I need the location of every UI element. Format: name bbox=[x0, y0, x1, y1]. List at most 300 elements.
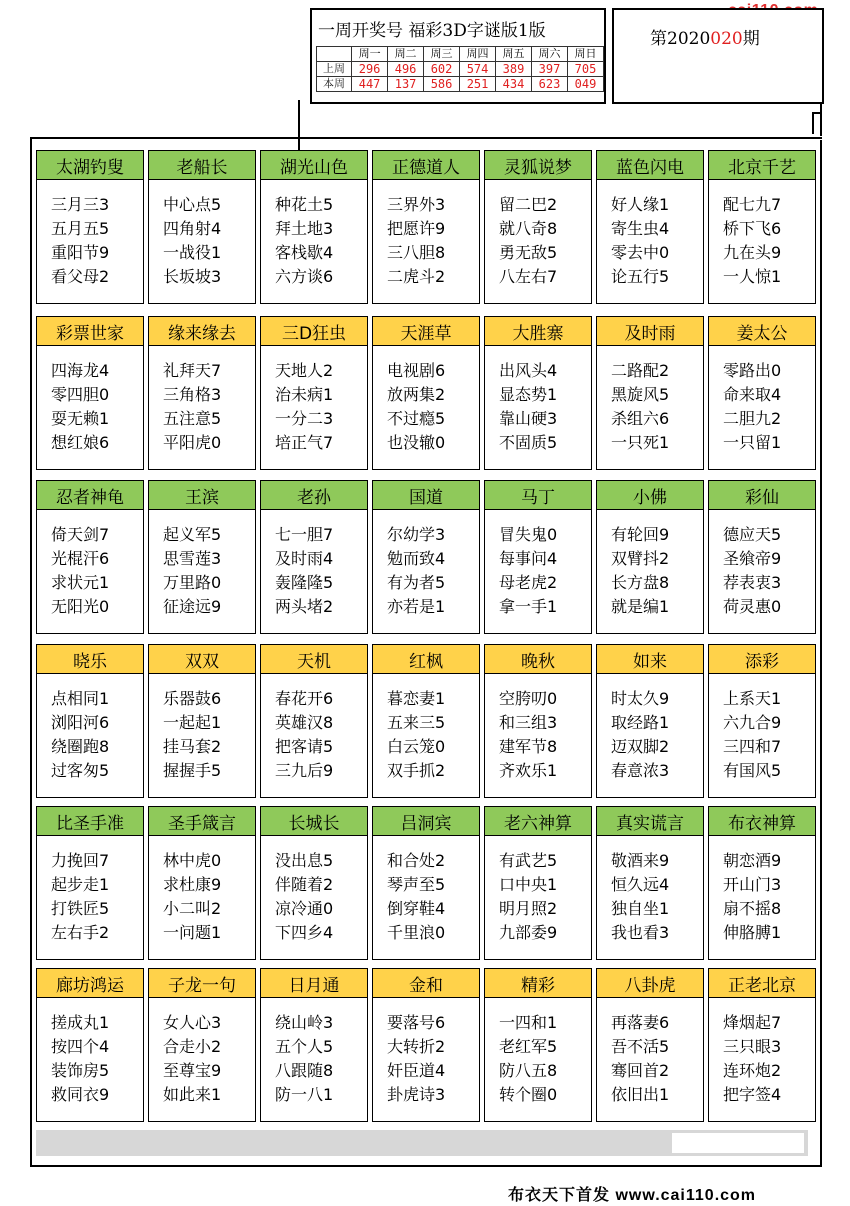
riddle-card bbox=[260, 644, 368, 798]
day-header: 周五 bbox=[496, 47, 532, 62]
riddle-line: 装饰房5 bbox=[51, 1061, 110, 1080]
riddle-line: 耍无赖1 bbox=[51, 409, 110, 428]
riddle-card bbox=[148, 806, 256, 960]
riddle-line: 一只留1 bbox=[723, 433, 782, 452]
riddle-line: 时太久9 bbox=[611, 689, 670, 708]
draw-results-table bbox=[316, 46, 604, 92]
riddle-card bbox=[596, 644, 704, 798]
riddle-line: 每事问4 bbox=[499, 549, 558, 568]
riddle-card bbox=[484, 150, 592, 304]
riddle-line: 开山门3 bbox=[723, 875, 782, 894]
page-title: 一周开奖号 福彩3D字谜版1版 bbox=[318, 21, 546, 41]
riddle-line: 小二叫2 bbox=[163, 899, 222, 918]
draw-number: 602 bbox=[424, 62, 460, 77]
riddle-line: 礼拜天7 bbox=[163, 361, 222, 380]
riddle-line: 轰隆隆5 bbox=[275, 573, 334, 592]
riddle-line: 荐表衷3 bbox=[723, 573, 782, 592]
riddle-line: 琴声至5 bbox=[387, 875, 446, 894]
riddle-line: 和合处2 bbox=[387, 851, 446, 870]
card-title: 圣手箴言 bbox=[149, 807, 255, 836]
riddle-line: 看父母2 bbox=[51, 267, 110, 286]
riddle-line: 零四胆0 bbox=[51, 385, 110, 404]
riddle-line: 一分二3 bbox=[275, 409, 334, 428]
riddle-line: 把愿许9 bbox=[387, 219, 446, 238]
riddle-line: 征途远9 bbox=[163, 597, 222, 616]
draw-number: 623 bbox=[532, 77, 568, 92]
riddle-line: 三九后9 bbox=[275, 761, 334, 780]
riddle-line: 打铁匠5 bbox=[51, 899, 110, 918]
day-header: 周一 bbox=[352, 47, 388, 62]
riddle-line: 左右手2 bbox=[51, 923, 110, 942]
riddle-line: 四海龙4 bbox=[51, 361, 110, 380]
riddle-card bbox=[260, 480, 368, 634]
card-riddle-lines bbox=[611, 359, 669, 455]
card-title: 长城长 bbox=[261, 807, 367, 836]
card-title: 正老北京 bbox=[709, 969, 815, 998]
riddle-line: 倒穿鞋4 bbox=[387, 899, 446, 918]
card-riddle-lines bbox=[275, 849, 333, 945]
card-riddle-lines bbox=[387, 849, 445, 945]
frame-line-bottom bbox=[30, 1165, 822, 1167]
riddle-line: 点相同1 bbox=[51, 689, 110, 708]
riddle-line: 我也看3 bbox=[611, 923, 670, 942]
card-riddle-lines bbox=[499, 849, 557, 945]
riddle-line: 按四个4 bbox=[51, 1037, 110, 1056]
riddle-line: 起义军5 bbox=[163, 525, 222, 544]
riddle-card bbox=[372, 316, 480, 470]
riddle-line: 一问题1 bbox=[163, 923, 222, 942]
frame-line-tiny bbox=[812, 112, 814, 134]
card-title: 天涯草 bbox=[373, 317, 479, 346]
riddle-line: 奸臣道4 bbox=[387, 1061, 446, 1080]
draw-number: 447 bbox=[352, 77, 388, 92]
draw-number: 586 bbox=[424, 77, 460, 92]
draw-number: 049 bbox=[568, 77, 604, 92]
card-title: 彩票世家 bbox=[37, 317, 143, 346]
riddle-line: 三四和7 bbox=[723, 737, 782, 756]
riddle-line: 一只死1 bbox=[611, 433, 670, 452]
riddle-line: 乐器鼓6 bbox=[163, 689, 222, 708]
riddle-line: 挂马套2 bbox=[163, 737, 222, 756]
card-title: 老六神算 bbox=[485, 807, 591, 836]
riddle-line: 光棍汗6 bbox=[51, 549, 110, 568]
riddle-line: 圣飨帝9 bbox=[723, 549, 782, 568]
card-title: 大胜寨 bbox=[485, 317, 591, 346]
card-riddle-lines bbox=[163, 193, 221, 289]
frame-line-left bbox=[30, 137, 32, 1167]
riddle-line: 九在头9 bbox=[723, 243, 782, 262]
row-label: 上周 bbox=[317, 62, 352, 77]
riddle-line: 起步走1 bbox=[51, 875, 110, 894]
card-title: 灵狐说梦 bbox=[485, 151, 591, 180]
riddle-line: 有武艺5 bbox=[499, 851, 558, 870]
riddle-card bbox=[484, 480, 592, 634]
riddle-line: 伴随着2 bbox=[275, 875, 334, 894]
card-riddle-lines bbox=[723, 359, 781, 455]
riddle-card bbox=[484, 316, 592, 470]
riddle-line: 治未病1 bbox=[275, 385, 334, 404]
riddle-line: 德应天5 bbox=[723, 525, 782, 544]
riddle-card bbox=[148, 644, 256, 798]
riddle-line: 就八奇8 bbox=[499, 219, 558, 238]
issue-highlight: 020 bbox=[710, 29, 743, 49]
card-title: 晚秋 bbox=[485, 645, 591, 674]
card-title: 子龙一句 bbox=[149, 969, 255, 998]
riddle-card bbox=[148, 316, 256, 470]
card-riddle-lines bbox=[611, 1011, 669, 1107]
card-riddle-lines bbox=[275, 193, 333, 289]
riddle-line: 依旧出1 bbox=[611, 1085, 670, 1104]
riddle-line: 论五行5 bbox=[611, 267, 670, 286]
riddle-line: 五注意5 bbox=[163, 409, 222, 428]
riddle-line: 放两集2 bbox=[387, 385, 446, 404]
riddle-line: 朝恋酒9 bbox=[723, 851, 782, 870]
riddle-line: 八左右7 bbox=[499, 267, 558, 286]
riddle-line: 春花开6 bbox=[275, 689, 334, 708]
card-riddle-lines bbox=[723, 687, 781, 783]
card-riddle-lines bbox=[275, 687, 333, 783]
table-header-row bbox=[317, 47, 604, 62]
card-title: 小佛 bbox=[597, 481, 703, 510]
draw-number: 574 bbox=[460, 62, 496, 77]
card-riddle-lines bbox=[51, 1011, 109, 1107]
card-riddle-lines bbox=[723, 523, 781, 619]
card-riddle-lines bbox=[275, 523, 333, 619]
riddle-line: 三角格3 bbox=[163, 385, 222, 404]
card-title: 添彩 bbox=[709, 645, 815, 674]
riddle-line: 三八胆8 bbox=[387, 243, 446, 262]
riddle-line: 口中央1 bbox=[499, 875, 558, 894]
riddle-line: 敬酒来9 bbox=[611, 851, 670, 870]
riddle-line: 倚天剑7 bbox=[51, 525, 110, 544]
riddle-line: 下四乡4 bbox=[275, 923, 334, 942]
card-riddle-lines bbox=[499, 1011, 557, 1107]
riddle-line: 扇不摇8 bbox=[723, 899, 782, 918]
card-riddle-lines bbox=[611, 687, 669, 783]
riddle-line: 伸胳膊1 bbox=[723, 923, 782, 942]
card-riddle-lines bbox=[163, 359, 221, 455]
table-row-last-week bbox=[317, 62, 604, 77]
riddle-line: 明月照2 bbox=[499, 899, 558, 918]
card-riddle-lines bbox=[723, 849, 781, 945]
riddle-line: 把字签4 bbox=[723, 1085, 782, 1104]
riddle-line: 长坂坡3 bbox=[163, 267, 222, 286]
riddle-card bbox=[260, 316, 368, 470]
card-title: 国道 bbox=[373, 481, 479, 510]
riddle-line: 一四和1 bbox=[499, 1013, 558, 1032]
riddle-line: 和三组3 bbox=[499, 713, 558, 732]
riddle-line: 七一胆7 bbox=[275, 525, 334, 544]
riddle-line: 好人缘1 bbox=[611, 195, 670, 214]
card-title: 蓝色闪电 bbox=[597, 151, 703, 180]
riddle-line: 六九合9 bbox=[723, 713, 782, 732]
riddle-line: 黑旋风5 bbox=[611, 385, 670, 404]
riddle-line: 八跟随8 bbox=[275, 1061, 334, 1080]
card-riddle-lines bbox=[387, 523, 445, 619]
riddle-card bbox=[148, 150, 256, 304]
riddle-line: 浏阳河6 bbox=[51, 713, 110, 732]
card-title: 湖光山色 bbox=[261, 151, 367, 180]
riddle-card bbox=[36, 480, 144, 634]
riddle-line: 拜土地3 bbox=[275, 219, 334, 238]
riddle-card bbox=[36, 644, 144, 798]
card-riddle-lines bbox=[163, 849, 221, 945]
card-title: 老孙 bbox=[261, 481, 367, 510]
riddle-line: 亦若是1 bbox=[387, 597, 446, 616]
riddle-card bbox=[708, 480, 816, 634]
riddle-line: 有国风5 bbox=[723, 761, 782, 780]
riddle-card bbox=[596, 968, 704, 1122]
card-title: 真实谎言 bbox=[597, 807, 703, 836]
riddle-line: 至尊宝9 bbox=[163, 1061, 222, 1080]
card-riddle-lines bbox=[499, 523, 557, 619]
riddle-line: 重阳节9 bbox=[51, 243, 110, 262]
riddle-line: 暮恋妻1 bbox=[387, 689, 446, 708]
riddle-line: 想红娘6 bbox=[51, 433, 110, 452]
riddle-line: 绕山岭3 bbox=[275, 1013, 334, 1032]
riddle-line: 就是编1 bbox=[611, 597, 670, 616]
riddle-line: 零路出0 bbox=[723, 361, 782, 380]
riddle-line: 寄生虫4 bbox=[611, 219, 670, 238]
draw-number: 251 bbox=[460, 77, 496, 92]
riddle-line: 无阳光0 bbox=[51, 597, 110, 616]
riddle-line: 卦虎诗3 bbox=[387, 1085, 446, 1104]
riddle-card bbox=[36, 150, 144, 304]
riddle-line: 四角射4 bbox=[163, 219, 222, 238]
card-title: 日月通 bbox=[261, 969, 367, 998]
riddle-line: 客栈歇4 bbox=[275, 243, 334, 262]
riddle-card bbox=[260, 968, 368, 1122]
card-title: 天机 bbox=[261, 645, 367, 674]
card-riddle-lines bbox=[51, 523, 109, 619]
riddle-line: 连环炮2 bbox=[723, 1061, 782, 1080]
riddle-line: 转个圈0 bbox=[499, 1085, 558, 1104]
card-riddle-lines bbox=[387, 687, 445, 783]
riddle-card bbox=[36, 806, 144, 960]
riddle-line: 六方谈6 bbox=[275, 267, 334, 286]
card-title: 红枫 bbox=[373, 645, 479, 674]
card-riddle-lines bbox=[387, 359, 445, 455]
riddle-line: 合走小2 bbox=[163, 1037, 222, 1056]
riddle-line: 英雄汉8 bbox=[275, 713, 334, 732]
riddle-card bbox=[708, 806, 816, 960]
riddle-line: 救同衣9 bbox=[51, 1085, 110, 1104]
riddle-line: 两头堵2 bbox=[275, 597, 334, 616]
frame-line-top bbox=[30, 137, 822, 139]
riddle-line: 没出息5 bbox=[275, 851, 334, 870]
riddle-card bbox=[708, 316, 816, 470]
riddle-line: 双手抓2 bbox=[387, 761, 446, 780]
draw-number: 434 bbox=[496, 77, 532, 92]
card-title: 及时雨 bbox=[597, 317, 703, 346]
riddle-line: 凉冷通0 bbox=[275, 899, 334, 918]
riddle-card bbox=[708, 150, 816, 304]
card-title: 正德道人 bbox=[373, 151, 479, 180]
riddle-card bbox=[260, 806, 368, 960]
riddle-line: 平阳虎0 bbox=[163, 433, 222, 452]
riddle-line: 靠山硬3 bbox=[499, 409, 558, 428]
card-riddle-lines bbox=[611, 849, 669, 945]
draw-number: 296 bbox=[352, 62, 388, 77]
riddle-card bbox=[596, 480, 704, 634]
riddle-line: 烽烟起7 bbox=[723, 1013, 782, 1032]
draw-number: 705 bbox=[568, 62, 604, 77]
card-riddle-lines bbox=[499, 687, 557, 783]
riddle-line: 勇无敌5 bbox=[499, 243, 558, 262]
card-title: 布衣神算 bbox=[709, 807, 815, 836]
riddle-line: 齐欢乐1 bbox=[499, 761, 558, 780]
riddle-line: 出风头4 bbox=[499, 361, 558, 380]
riddle-card-grid bbox=[36, 150, 816, 1136]
riddle-line: 把客请5 bbox=[275, 737, 334, 756]
riddle-line: 思雪莲3 bbox=[163, 549, 222, 568]
card-riddle-lines bbox=[387, 1011, 445, 1107]
day-header: 周日 bbox=[568, 47, 604, 62]
card-title: 太湖钓叟 bbox=[37, 151, 143, 180]
riddle-line: 零去中0 bbox=[611, 243, 670, 262]
riddle-line: 显态势1 bbox=[499, 385, 558, 404]
riddle-line: 白云笼0 bbox=[387, 737, 446, 756]
riddle-line: 双臂抖2 bbox=[611, 549, 670, 568]
issue-prefix: 第2020 bbox=[650, 29, 711, 49]
card-title: 吕洞宾 bbox=[373, 807, 479, 836]
riddle-card bbox=[372, 480, 480, 634]
riddle-card bbox=[372, 806, 480, 960]
riddle-card bbox=[36, 316, 144, 470]
card-riddle-lines bbox=[163, 1011, 221, 1107]
day-header: 周三 bbox=[424, 47, 460, 62]
card-title: 王滨 bbox=[149, 481, 255, 510]
riddle-line: 五月五5 bbox=[51, 219, 110, 238]
riddle-line: 万里路0 bbox=[163, 573, 222, 592]
riddle-card bbox=[484, 806, 592, 960]
riddle-line: 独自坐1 bbox=[611, 899, 670, 918]
riddle-line: 五个人5 bbox=[275, 1037, 334, 1056]
card-title: 八卦虎 bbox=[597, 969, 703, 998]
card-riddle-lines bbox=[275, 1011, 333, 1107]
card-title: 姜太公 bbox=[709, 317, 815, 346]
riddle-line: 二路配2 bbox=[611, 361, 670, 380]
issue-suffix: 期 bbox=[742, 29, 760, 49]
card-riddle-lines bbox=[499, 193, 557, 289]
riddle-line: 过客匆5 bbox=[51, 761, 110, 780]
riddle-card bbox=[36, 968, 144, 1122]
riddle-line: 五来三5 bbox=[387, 713, 446, 732]
card-title: 如来 bbox=[597, 645, 703, 674]
riddle-card bbox=[148, 480, 256, 634]
riddle-line: 搓成丸1 bbox=[51, 1013, 110, 1032]
riddle-line: 电视剧6 bbox=[387, 361, 446, 380]
riddle-line: 荷灵惠0 bbox=[723, 597, 782, 616]
riddle-card bbox=[372, 968, 480, 1122]
riddle-line: 拿一手1 bbox=[499, 597, 558, 616]
riddle-line: 二虎斗2 bbox=[387, 267, 446, 286]
riddle-line: 不固质5 bbox=[499, 433, 558, 452]
riddle-line: 千里浪0 bbox=[387, 923, 446, 942]
riddle-card bbox=[260, 150, 368, 304]
card-riddle-lines bbox=[163, 523, 221, 619]
riddle-line: 要落号6 bbox=[387, 1013, 446, 1032]
riddle-line: 母老虎2 bbox=[499, 573, 558, 592]
riddle-line: 杀组六6 bbox=[611, 409, 670, 428]
card-title: 廊坊鸿运 bbox=[37, 969, 143, 998]
riddle-line: 种花土5 bbox=[275, 195, 334, 214]
riddle-line: 春意浓3 bbox=[611, 761, 670, 780]
card-title: 金和 bbox=[373, 969, 479, 998]
card-riddle-lines bbox=[723, 193, 781, 289]
card-riddle-lines bbox=[611, 523, 669, 619]
riddle-line: 防一八1 bbox=[275, 1085, 334, 1104]
riddle-line: 上系天1 bbox=[723, 689, 782, 708]
riddle-line: 力挽回7 bbox=[51, 851, 110, 870]
riddle-line: 空胯叨0 bbox=[499, 689, 558, 708]
riddle-line: 留二巴2 bbox=[499, 195, 558, 214]
day-header: 周六 bbox=[532, 47, 568, 62]
riddle-line: 一人惊1 bbox=[723, 267, 782, 286]
card-riddle-lines bbox=[51, 193, 109, 289]
riddle-card bbox=[148, 968, 256, 1122]
card-riddle-lines bbox=[51, 359, 109, 455]
riddle-card bbox=[484, 644, 592, 798]
day-header: 周四 bbox=[460, 47, 496, 62]
riddle-line: 建军节8 bbox=[499, 737, 558, 756]
riddle-line: 桥下飞6 bbox=[723, 219, 782, 238]
card-title: 马丁 bbox=[485, 481, 591, 510]
table-row-this-week bbox=[317, 77, 604, 92]
riddle-line: 配七九7 bbox=[723, 195, 782, 214]
riddle-line: 有为者5 bbox=[387, 573, 446, 592]
card-riddle-lines bbox=[275, 359, 333, 455]
riddle-line: 也没辙0 bbox=[387, 433, 446, 452]
riddle-line: 培正气7 bbox=[275, 433, 334, 452]
riddle-line: 一起起1 bbox=[163, 713, 222, 732]
issue-number-box bbox=[612, 8, 824, 104]
riddle-line: 三只眼3 bbox=[723, 1037, 782, 1056]
riddle-line: 吾不活5 bbox=[611, 1037, 670, 1056]
footer-credit: 布衣天下首发 www.cai110.com bbox=[508, 1187, 757, 1204]
riddle-line: 大转折2 bbox=[387, 1037, 446, 1056]
draw-number: 137 bbox=[388, 77, 424, 92]
bottom-bar-blank bbox=[672, 1133, 804, 1153]
riddle-card bbox=[596, 150, 704, 304]
riddle-line: 女人心3 bbox=[163, 1013, 222, 1032]
riddle-line: 天地人2 bbox=[275, 361, 334, 380]
card-title: 精彩 bbox=[485, 969, 591, 998]
card-title: 双双 bbox=[149, 645, 255, 674]
riddle-line: 老红军5 bbox=[499, 1037, 558, 1056]
riddle-line: 有轮回9 bbox=[611, 525, 670, 544]
riddle-line: 防八五8 bbox=[499, 1061, 558, 1080]
row-label: 本周 bbox=[317, 77, 352, 92]
card-title: 比圣手准 bbox=[37, 807, 143, 836]
riddle-line: 绕圈跑8 bbox=[51, 737, 110, 756]
card-title: 缘来缘去 bbox=[149, 317, 255, 346]
draw-results-header bbox=[310, 8, 606, 104]
riddle-line: 勉而致4 bbox=[387, 549, 446, 568]
riddle-card bbox=[708, 968, 816, 1122]
riddle-line: 命来取4 bbox=[723, 385, 782, 404]
riddle-card bbox=[372, 644, 480, 798]
riddle-line: 不过瘾5 bbox=[387, 409, 446, 428]
riddle-line: 及时雨4 bbox=[275, 549, 334, 568]
riddle-line: 中心点5 bbox=[163, 195, 222, 214]
card-riddle-lines bbox=[51, 849, 109, 945]
card-riddle-lines bbox=[387, 193, 445, 289]
frame-line-right bbox=[820, 100, 822, 136]
card-riddle-lines bbox=[51, 687, 109, 783]
riddle-line: 骞回首2 bbox=[611, 1061, 670, 1080]
frame-line-right-lower bbox=[820, 140, 822, 1166]
